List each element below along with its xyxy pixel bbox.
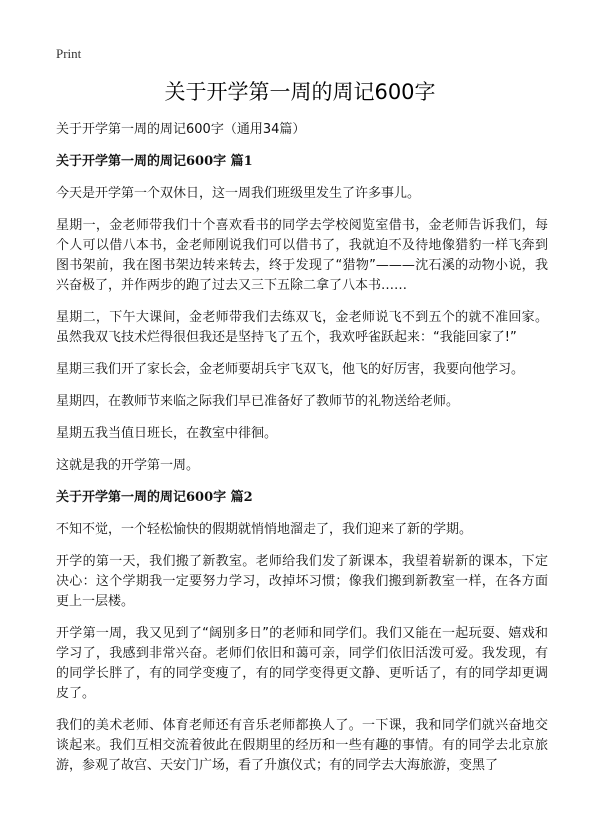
paragraph: 星期二，下午大课间，金老师带我们去练双飞，金老师说飞不到五个的就不准回家。虽然我双飞技术烂得很但我还是坚持飞了五个，我欢呼雀跃起来：“我能回家了!” — [56, 310, 548, 345]
print-link[interactable]: Print — [56, 46, 82, 61]
paragraph: 开学的第一天，我们搬了新教室。老师给我们发了新课本，我望着崭新的课本，下定决心：这个学期我一定要努力学习，改掉坏习惯；像我们搬到新教室一样，在各方面更上一层楼。 — [56, 554, 548, 609]
section-heading-1: 关于开学第一周的周记600字 篇1 — [56, 154, 253, 169]
page-title: 关于开学第一周的周记600字 — [164, 80, 436, 104]
paragraph: 我们的美术老师、体育老师还有音乐老师都换人了。一下课，我和同学们就兴奋地交谈起来。我们互相交流着彼此在假期里的经历和一些有趣的事情。有的同学去北京旅游，参观了故宫、天安门广场，看了升旗仪式；有的同学去大海旅游，变黑了 — [56, 718, 548, 773]
paragraph: 今天是开学第一个双休日，这一周我们班级里发生了许多事儿。 — [56, 186, 421, 201]
document-subtitle: 关于开学第一周的周记600字（通用34篇） — [56, 122, 306, 137]
paragraph: 不知不觉，一个轻松愉快的假期就悄悄地溜走了，我们迎来了新的学期。 — [56, 522, 473, 537]
paragraph: 星期五我当值日班长，在教室中徘徊。 — [56, 426, 278, 441]
section-heading-2: 关于开学第一周的周记600字 篇2 — [56, 490, 253, 505]
paragraph: 星期一，金老师带我们十个喜欢看书的同学去学校阅览室借书，金老师告诉我们，每个人可以借八本书，金老师刚说我们可以借书了，我就迫不及待地像猎豹一样飞奔到图书架前，我在图书架边转来转去，终于发现了“猎物”———沈石溪的动物小说，我兴奋极了，并作两步的跑了过去又三下五除二拿了八本书…… — [56, 218, 548, 293]
paragraph: 这就是我的开学第一周。 — [56, 458, 200, 473]
paragraph: 开学第一周，我又见到了“阔别多日”的老师和同学们。我们又能在一起玩耍、嬉戏和学习了，我感到非常兴奋。老师们依旧和蔼可亲，同学们依旧活泼可爱。我发现，有的同学长胖了，有的同学变瘦了，有的同学变得更文静、更听话了，有的同学却更调皮了。 — [56, 626, 548, 701]
document-body — [56, 120, 548, 788]
paragraph: 星期四，在教师节来临之际我们早已准备好了教师节的礼物送给老师。 — [56, 394, 460, 409]
paragraph: 星期三我们开了家长会，金老师要胡兵宇飞双飞，他飞的好厉害，我要向他学习。 — [56, 362, 525, 377]
